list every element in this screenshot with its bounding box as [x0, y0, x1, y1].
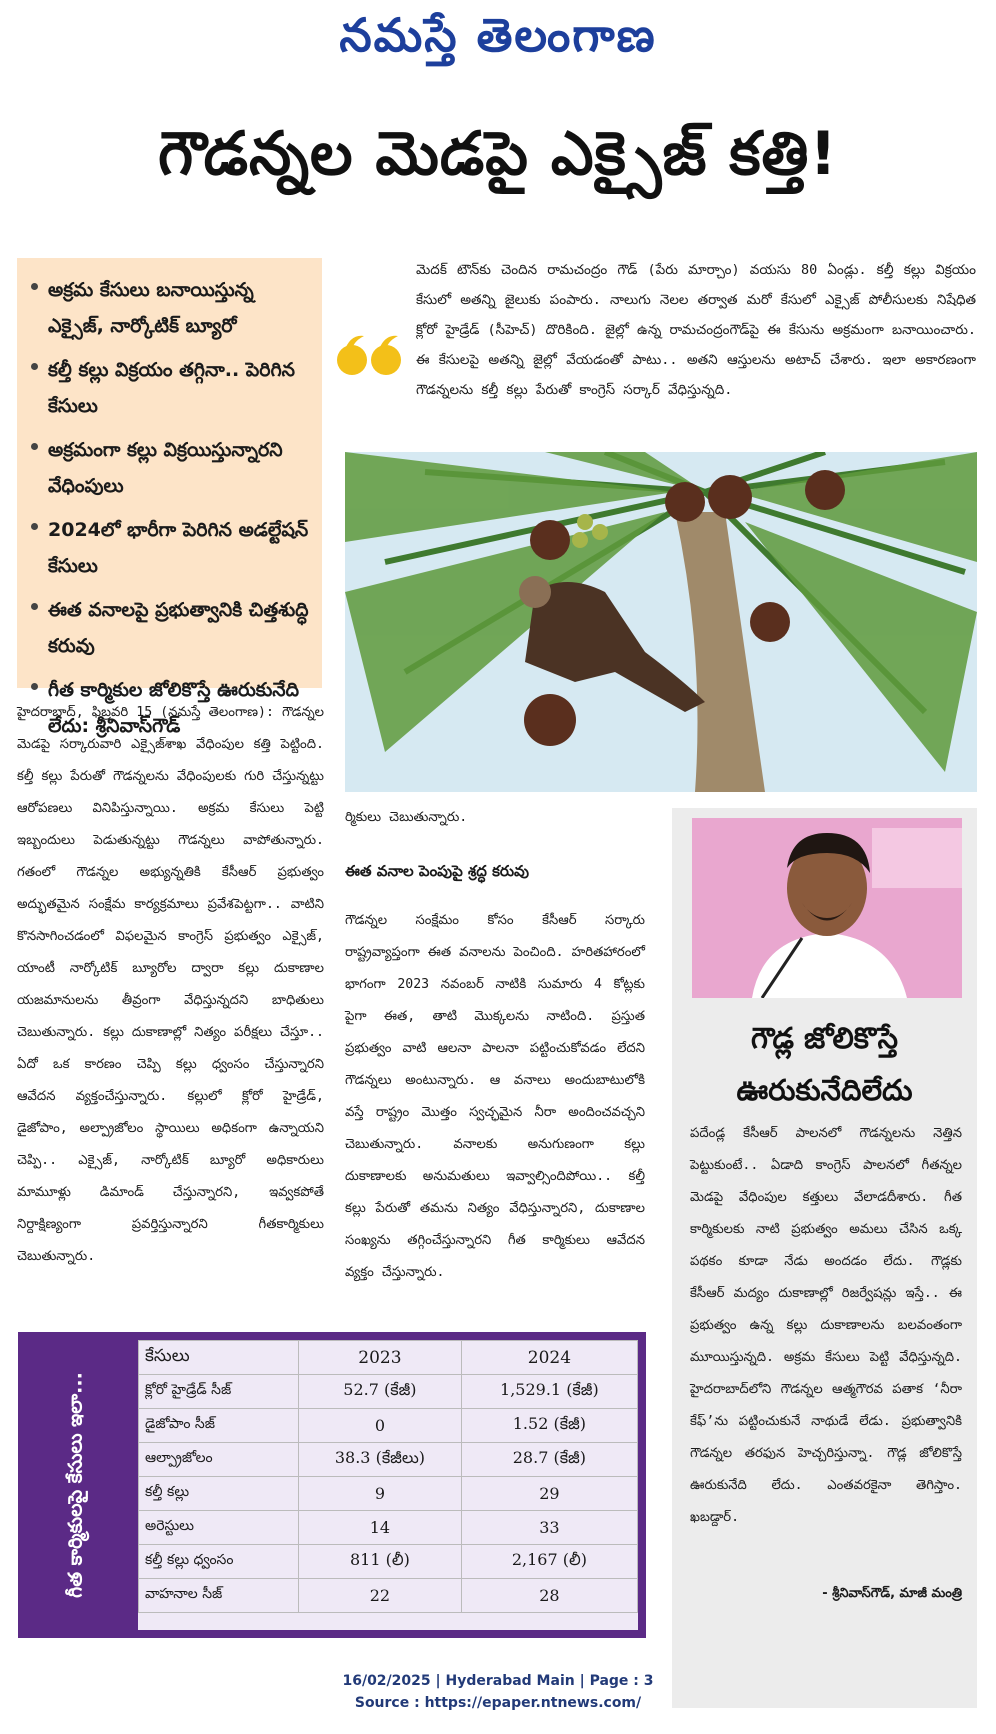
stats-table	[138, 1340, 638, 1630]
table-cell: 1,529.1 (కేజీ)	[461, 1375, 637, 1409]
table-cell: 29	[461, 1477, 637, 1511]
table-header: 2023	[299, 1341, 462, 1375]
table-cell: ఆల్ప్రాజోలం	[139, 1443, 299, 1477]
table-row	[139, 1579, 638, 1613]
table-cell: కల్తీ కల్లు	[139, 1477, 299, 1511]
table-cell: 14	[299, 1511, 462, 1545]
footer	[0, 1670, 996, 1714]
stats-side-title	[18, 1332, 138, 1638]
bullet-icon	[31, 683, 38, 690]
portrait-photo	[692, 818, 962, 998]
quote-mark-icon	[330, 330, 410, 380]
sidebar-text: పదేండ్ల కేసీఆర్ పాలనలో గౌడన్నలను నెత్తిన పెట్టుకుంటే.. ఏడాది కాంగ్రెస్ పాలనలో గీతన్నల మెడపై వేధింపుల కత్తులు వేలాడదీశారు. గీత కార్మికులకు నాటి ప్రభుత్వం అమలు చేసిన ఒక్క పథకం కూడా నేడు అందడం లేదు. గౌడ్లకు కేసీఆర్ మద్యం దుకాణాల్లో రిజర్వేషన్లు ఇస్తే.. ఈ ప్రభుత్వం ఉన్న కల్లు దుకాణాలను బలవంతంగా మూయిస్తున్నది. అక్రమ కేసులు పెట్టి వేధిస్తున్నది. హైదరాబాద్‌లోని గౌడన్నల ఆత్మగౌరవ పతాక ‘నీరా కేఫ్’ను పట్టించుకునే నాథుడే లేడు. ప్రభుత్వానికి గౌడన్నల తరఫున హెచ్చరిస్తున్నా. గౌడ్ల జోలికొస్తే ఊరుకునేది లేదు. ఎంతవరకైనా తెగిస్తాం. ఖబడ్దార్.	[690, 1126, 962, 1525]
highlight-item	[31, 272, 312, 344]
table-cell: 28.7 (కేజీ)	[461, 1443, 637, 1477]
highlight-text: 2024లో భారీగా పెరిగిన అడల్టేషన్ కేసులు	[48, 519, 309, 577]
table-cell: డైజోపాం సీజ్	[139, 1409, 299, 1443]
footer-source-line: Source : https://epaper.ntnews.com/	[354, 1695, 642, 1711]
table-cell: 9	[299, 1477, 462, 1511]
bullet-icon	[31, 523, 38, 530]
highlight-text: ఈత వనాలపై ప్రభుత్వానికి చిత్తశుద్ధి కరువు	[48, 599, 309, 657]
table-cell: 38.3 (కేజీలు)	[299, 1443, 462, 1477]
table-row	[139, 1443, 638, 1477]
table-cell: 811 (లీ)	[299, 1545, 462, 1579]
table-header: కేసులు	[139, 1341, 299, 1375]
article-body-middle: గౌడన్నల సంక్షేమం కోసం కేసీఆర్ సర్కారు రాష్ట్రవ్యాప్తంగా ఈత వనాలను పెంచింది. హరితహారంలో భాగంగా 2023 నవంబర్ నాటికి సుమారు 4 కోట్లకు పైగా ఈత, తాటి మొక్కలను నాటింది. ప్రస్తుత ప్రభుత్వం వాటి ఆలనా పాలనా పట్టించుకోవడం లేదని గౌడన్నలు అంటున్నారు. ఆ వనాలు అందుబాటులోకి వస్తే రాష్ట్రం మొత్తం స్వచ్ఛమైన నీరా అందించవచ్చని చెబుతున్నారు. వనాలకు అనుగుణంగా కల్లు దుకాణాలకు అనుమతులు ఇవ్వాల్సిందిపోయి.. కల్తీ కల్లు పేరుతో తమను నిత్యం వేధిస్తున్నారని, దుకాణాల సంఖ్యను తగ్గించేస్తున్నారని గీత కార్మికులు ఆవేదన వ్యక్తం చేస్తున్నారు.	[345, 913, 645, 1280]
footer-date-line: 16/02/2025 | Hyderabad Main | Page : 3	[342, 1673, 654, 1689]
headline: గౌడన్నల మెడపై ఎక్సైజ్ కత్తి!	[158, 119, 838, 189]
highlight-text: అక్రమంగా కల్లు విక్రయిస్తున్నారని వేధింపులు	[48, 439, 283, 497]
table-header: 2024	[461, 1341, 637, 1375]
highlight-text: కల్తీ కల్లు విక్రయం తగ్గినా.. పెరిగిన కేసులు	[48, 359, 295, 417]
toddy-tapper-photo	[345, 452, 977, 792]
article-body-left: హైదరాబాద్, ఫిబ్రవరి 15 (నమస్తే తెలంగాణ): గౌడన్నల మెడపై సర్కారువారి ఎక్సైజ్‌శాఖ వేధింపుల కత్తి పెట్టింది. కల్తీ కల్లు పేరుతో గౌడన్నలను వేధింపులకు గురి చేస్తున్నట్టు ఆరోపణలు వినిపిస్తున్నాయి. అక్రమ కేసులు పెట్టి ఇబ్బందులు పెడుతున్నట్టు గౌడన్నలు వాపోతున్నారు. గతంలో గౌడన్నల అభ్యున్నతికి కేసీఆర్ ప్రభుత్వం అద్భుతమైన సంక్షేమ కార్యక్రమాలు ప్రవేశపెట్టగా.. వాటిని కొనసాగించడంలో విఫలమైన కాంగ్రెస్ ప్రభుత్వం ఎక్సైజ్, యాంటీ నార్కోటిక్ బ్యూరోల ద్వారా కల్లు దుకాణాల యజమానులను తీవ్రంగా వేధిస్తున్నదని బాధితులు చెబుతున్నారు. కల్లు దుకాణాల్లో నిత్యం పరీక్షలు చేస్తూ.. ఏదో ఒక కారణం చెప్పి కల్లు ధ్వంసం చేస్తున్నారని ఆవేదన వ్యక్తంచేస్తున్నారు. కల్లులో క్లోరో హైడ్రేడ్, డైజోపాం, అల్ప్రాజోలం స్థాయిలు అధికంగా ఉన్నాయని చెప్పి.. ఎక్సైజ్, నార్కోటిక్ బ్యూరో అధికారులు మామూళ్లు డిమాండ్ చేస్తున్నారని, ఇవ్వకపోతే నిర్దాక్షిణ్యంగా ప్రవర్తిస్తున్నారని గీతకార్మికులు చెబుతున్నారు.	[17, 705, 324, 1264]
bullet-icon	[31, 283, 38, 290]
table-cell: 1.52 (కేజీ)	[461, 1409, 637, 1443]
table-row	[139, 1511, 638, 1545]
quote-text: మెదక్ టౌన్‌కు చెందిన రామచంద్రం గౌడ్ (పేరు మార్చాం) వయసు 80 ఏండ్లు. కల్తీ కల్లు విక్రయం కేసులో అతన్ని జైలుకు పంపారు. నాలుగు నెలల తర్వాత మరో కేసులో ఎక్సైజ్ పోలీసులకు నిషేధిత క్లోరో హైడ్రేడ్ (సీహెచ్) దొరికింది. జైల్లో ఉన్న రామచంద్రంగౌడ్‌పై ఈ కేసును అక్రమంగా బనాయించారు. ఈ కేసులపై అతన్ని జైల్లో వేయడంతో పాటు.. అతని ఆస్తులను అటాచ్ చేశారు. ఇలా అకారణంగా గౌడన్నలను కల్తీ కల్లు పేరుతో కాంగ్రెస్ సర్కార్ వేధిస్తున్నది.	[416, 262, 976, 398]
table-row	[139, 1375, 638, 1409]
sidebar-heading: గౌడ్ల జోలికొస్తే ఊరుకునేదిలేదు	[736, 1021, 913, 1107]
highlights-box	[17, 258, 322, 737]
table-cell: 28	[461, 1579, 637, 1613]
highlight-item	[31, 512, 312, 584]
highlight-item	[31, 352, 312, 424]
bullet-icon	[31, 603, 38, 610]
bullet-icon	[31, 363, 38, 370]
table-cell: 0	[299, 1409, 462, 1443]
stats-side-title-text: గీత కార్మికులపై కేసులు ఇలా...	[64, 1372, 87, 1598]
table-header-row	[139, 1341, 638, 1375]
subheading: ఈత వనాల పెంపుపై శ్రద్ధ కరువు	[345, 862, 529, 880]
highlight-text: అక్రమ కేసులు బనాయిస్తున్న ఎక్సైజ్, నార్కోటిక్ బ్యూరో	[48, 279, 254, 337]
table-cell: 22	[299, 1579, 462, 1613]
masthead-logo: నమస్తే తెలంగాణ	[339, 8, 657, 62]
table-cell: 33	[461, 1511, 637, 1545]
table-cell: 2,167 (లీ)	[461, 1545, 637, 1579]
article-continuation: ర్మికులు చెబుతున్నారు.	[345, 810, 468, 825]
table-row	[139, 1477, 638, 1511]
table-cell: క్లోరో హైడ్రేడ్ సీజ్	[139, 1375, 299, 1409]
highlight-item	[31, 592, 312, 664]
table-cell: 52.7 (కేజీ)	[299, 1375, 462, 1409]
bullet-icon	[31, 443, 38, 450]
table-row	[139, 1409, 638, 1443]
sidebar-signature: - శ్రీనివాస్‌గౌడ్, మాజీ మంత్రి	[822, 1586, 962, 1601]
highlight-text: గీత కార్మికుల జోలికొస్తే ఊరుకునేది లేదు: శ్రీనివాస్‌గౌడ్	[48, 679, 300, 737]
highlight-item	[31, 432, 312, 504]
table-cell: కల్తీ కల్లు ధ్వంసం	[139, 1545, 299, 1579]
table-cell: అరెస్టులు	[139, 1511, 299, 1545]
table-cell: వాహనాల సీజ్	[139, 1579, 299, 1613]
table-row	[139, 1545, 638, 1579]
